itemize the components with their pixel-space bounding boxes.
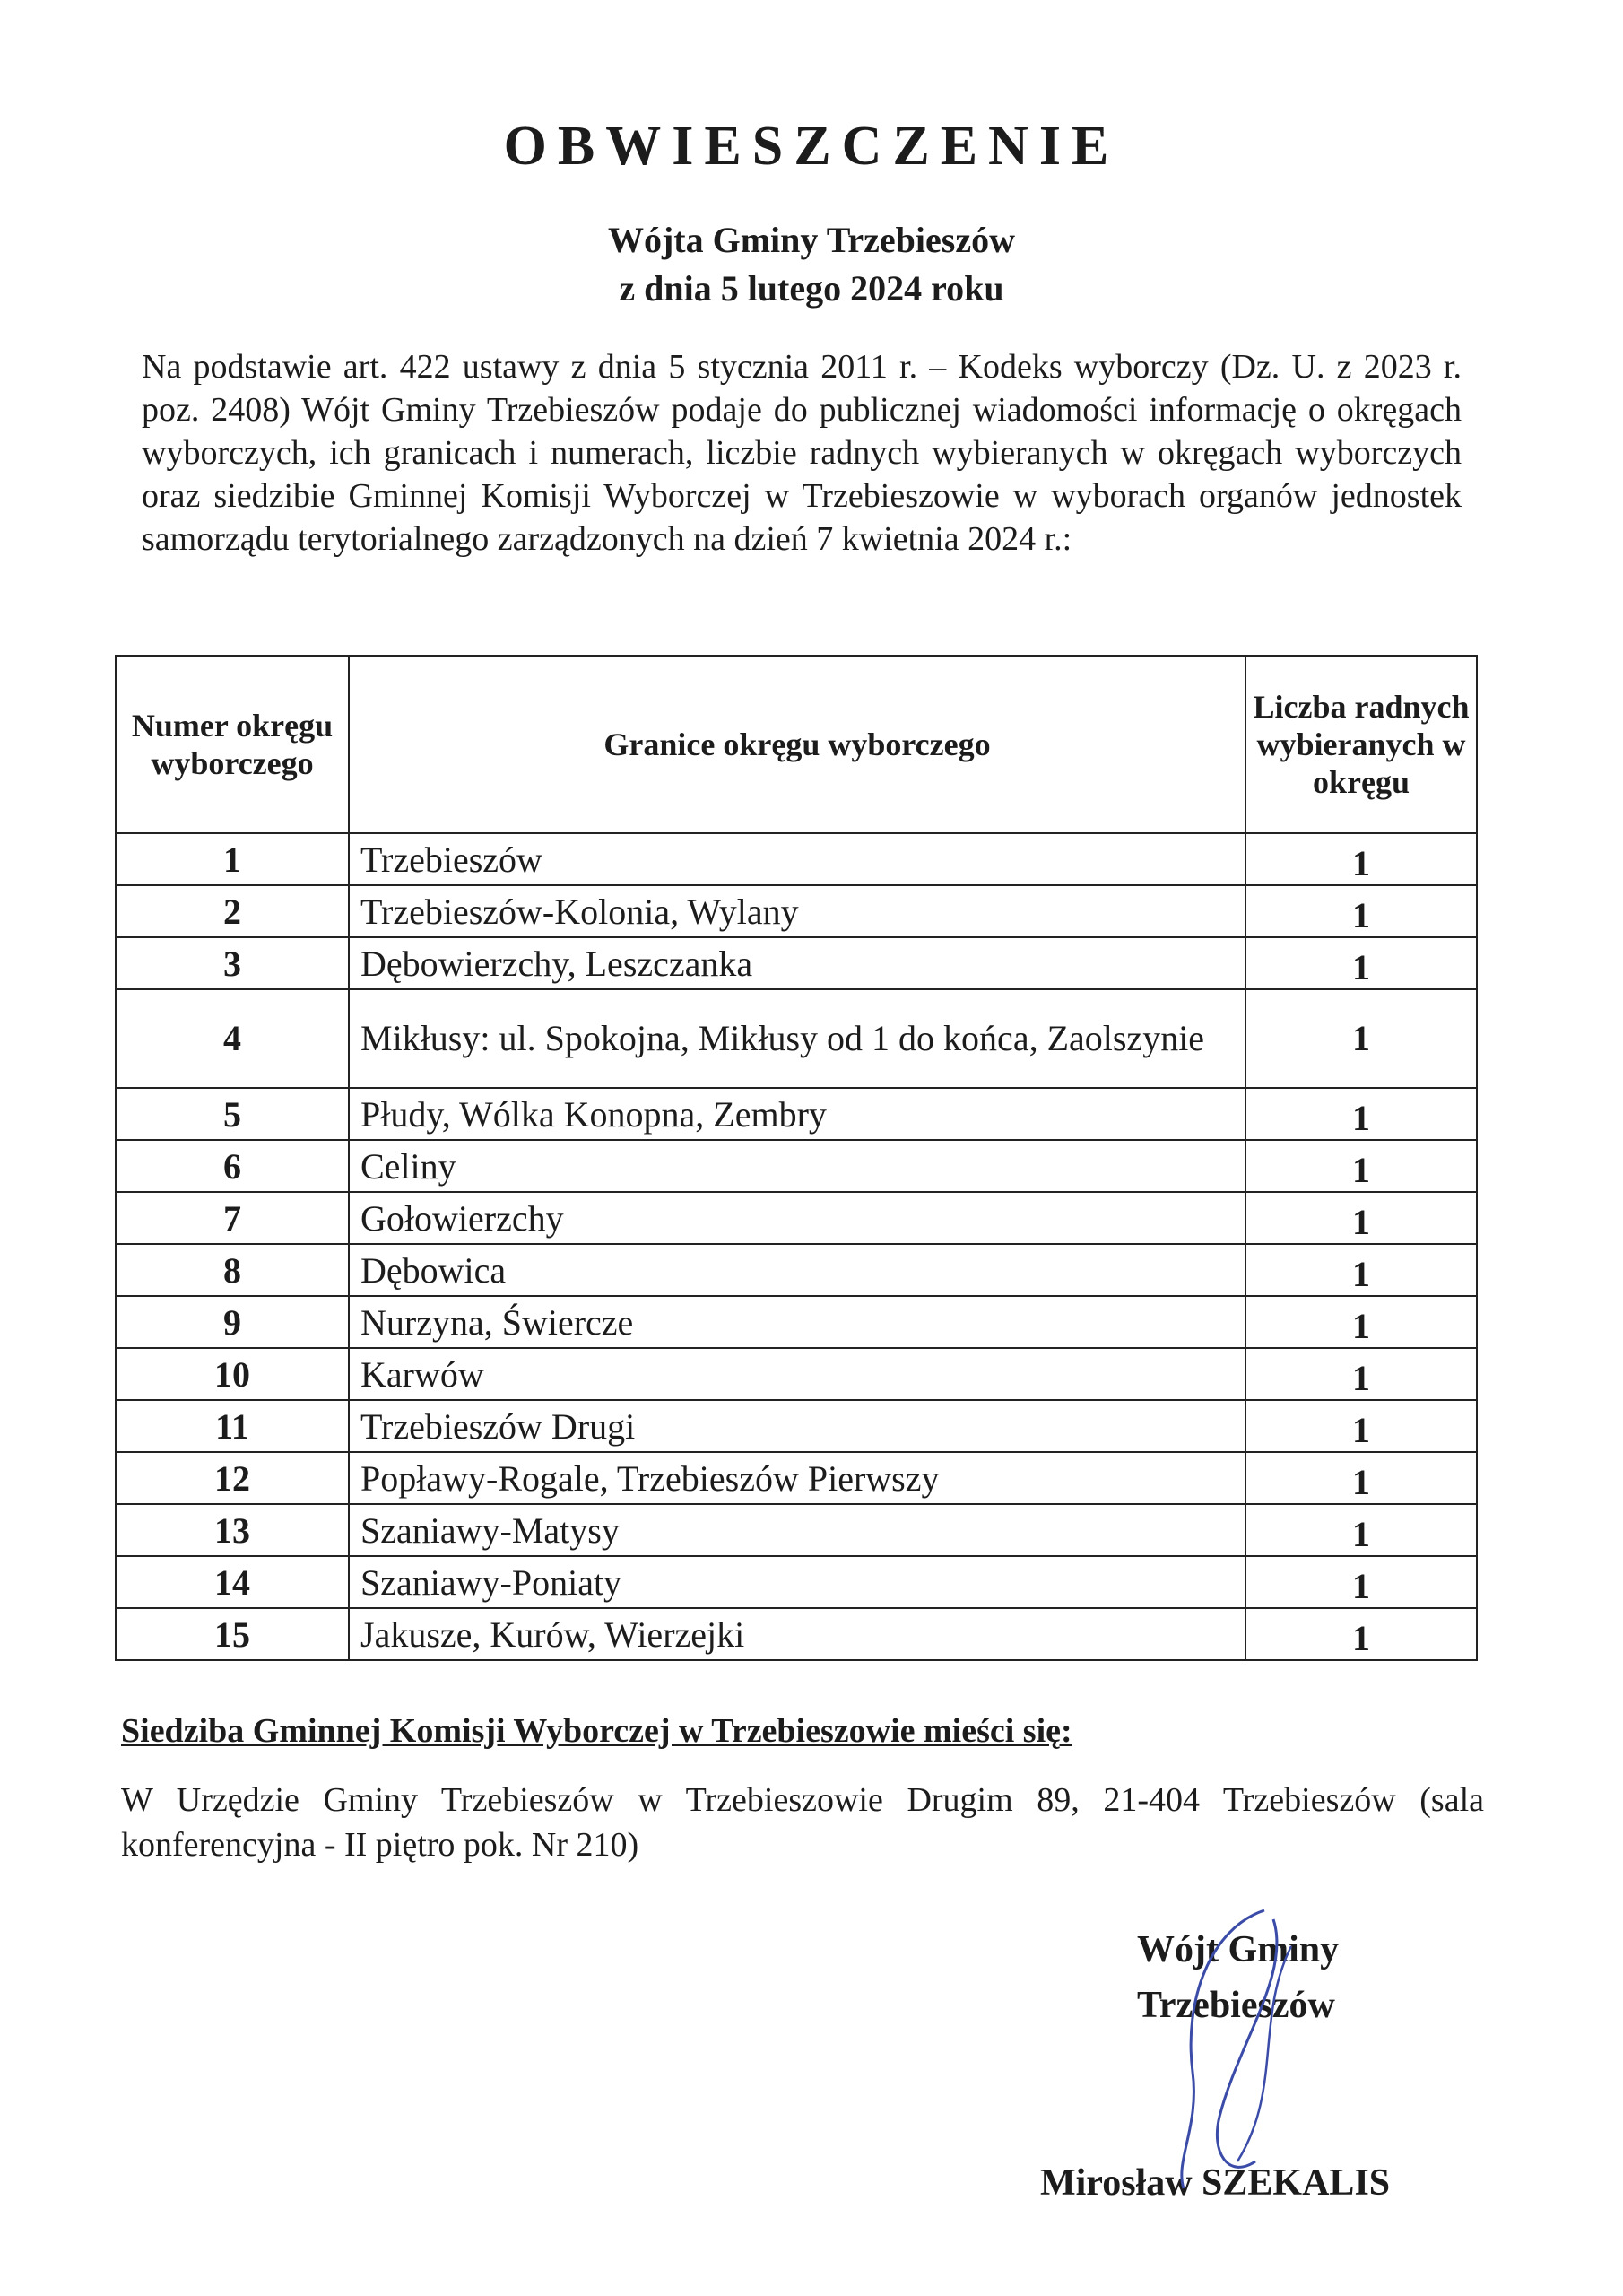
district-borders: Gołowierzchy: [349, 1192, 1245, 1244]
district-borders: Trzebieszów-Kolonia, Wylany: [349, 885, 1245, 937]
district-number: 4: [116, 989, 349, 1088]
district-borders: Popławy-Rogale, Trzebieszów Pierwszy: [349, 1452, 1245, 1504]
district-number: 12: [116, 1452, 349, 1504]
district-number: 15: [116, 1608, 349, 1660]
signatory-name: Mirosław SZEKALIS: [1040, 2162, 1391, 2204]
district-borders: Dębowierzchy, Leszczanka: [349, 937, 1245, 989]
district-borders: Nurzyna, Świercze: [349, 1296, 1245, 1348]
issuer-line: Wójta Gminy Trzebieszów: [607, 220, 1015, 260]
district-borders: Płudy, Wólka Konopna, Zembry: [349, 1088, 1245, 1140]
district-number: 8: [116, 1244, 349, 1296]
district-number: 3: [116, 937, 349, 989]
district-number: 5: [116, 1088, 349, 1140]
district-count: 1: [1245, 885, 1477, 937]
district-count: 1: [1245, 989, 1477, 1088]
district-number: 13: [116, 1504, 349, 1556]
district-count: 1: [1245, 1348, 1477, 1400]
date-line: z dnia 5 lutego 2024 roku: [619, 268, 1004, 309]
district-borders: Trzebieszów: [349, 833, 1245, 885]
district-number: 1: [116, 833, 349, 885]
table-row: [116, 1192, 1477, 1244]
table-row: [116, 1244, 1477, 1296]
table-row: [116, 1088, 1477, 1140]
district-count: 1: [1245, 1452, 1477, 1504]
district-number: 6: [116, 1140, 349, 1192]
handwritten-signature-icon: [1157, 1892, 1318, 2197]
table-row: [116, 1140, 1477, 1192]
district-borders: Szaniawy-Matysy: [349, 1504, 1245, 1556]
table-row: [116, 1608, 1477, 1660]
table-row: [116, 937, 1477, 989]
table-row: [116, 1348, 1477, 1400]
table-row: [116, 1296, 1477, 1348]
district-borders: Mikłusy: ul. Spokojna, Mikłusy od 1 do końca, Zaolszynie: [349, 989, 1245, 1088]
district-count: 1: [1245, 1296, 1477, 1348]
district-borders: Dębowica: [349, 1244, 1245, 1296]
district-count: 1: [1245, 1140, 1477, 1192]
commission-seat-address: W Urzędzie Gminy Trzebieszów w Trzebieszowie Drugim 89, 21-404 Trzebieszów (sala konferencyjna - II piętro pok. Nr 210): [121, 1781, 1484, 1864]
districts-table: [115, 655, 1478, 1661]
district-borders: Szaniawy-Poniaty: [349, 1556, 1245, 1608]
table-row: [116, 1400, 1477, 1452]
district-count: 1: [1245, 1244, 1477, 1296]
district-borders: Trzebieszów Drugi: [349, 1400, 1245, 1452]
district-count: 1: [1245, 1192, 1477, 1244]
header-number: Numer okręgu wyborczego: [116, 656, 349, 833]
district-count: 1: [1245, 1556, 1477, 1608]
document-title: OBWIESZCZENIE: [503, 116, 1120, 177]
table-row: [116, 885, 1477, 937]
district-borders: Celiny: [349, 1140, 1245, 1192]
district-number: 7: [116, 1192, 349, 1244]
district-number: 9: [116, 1296, 349, 1348]
district-count: 1: [1245, 1400, 1477, 1452]
district-borders: Jakusze, Kurów, Wierzejki: [349, 1608, 1245, 1660]
district-borders: Karwów: [349, 1348, 1245, 1400]
header-councilors: Liczba radnych wybieranych w okręgu: [1245, 656, 1477, 833]
table-row: [116, 989, 1477, 1088]
district-number: 10: [116, 1348, 349, 1400]
signature-title-line1: Wójt Gminy: [1137, 1929, 1340, 1970]
district-count: 1: [1245, 833, 1477, 885]
district-count: 1: [1245, 1088, 1477, 1140]
table-header-row: [116, 656, 1477, 833]
district-count: 1: [1245, 1608, 1477, 1660]
intro-paragraph: Na podstawie art. 422 ustawy z dnia 5 stycznia 2011 r. – Kodeks wyborczy (Dz. U. z 2023 r. poz. 2408) Wójt Gminy Trzebieszów podaje do publicznej wiadomości informację o okręgach wyborczych, ich granicach i numerach, liczbie radnych wybieranych w okręgach wyborczych oraz siedzibie Gminnej Komisji Wyborczej w Trzebieszowie w wyborach organów jednostek samorządu terytorialnego zarządzonych na dzień 7 kwietnia 2024 r.:: [142, 348, 1462, 558]
district-count: 1: [1245, 937, 1477, 989]
table-row: [116, 1556, 1477, 1608]
table-row: [116, 833, 1477, 885]
header-borders: Granice okręgu wyborczego: [349, 656, 1245, 833]
commission-seat-heading: Siedziba Gminnej Komisji Wyborczej w Trzebieszowie mieści się:: [121, 1712, 1072, 1750]
district-count: 1: [1245, 1504, 1477, 1556]
signature-title-line2: Trzebieszów: [1137, 1985, 1335, 2026]
table-row: [116, 1452, 1477, 1504]
table-row: [116, 1504, 1477, 1556]
district-number: 14: [116, 1556, 349, 1608]
district-number: 2: [116, 885, 349, 937]
district-number: 11: [116, 1400, 349, 1452]
